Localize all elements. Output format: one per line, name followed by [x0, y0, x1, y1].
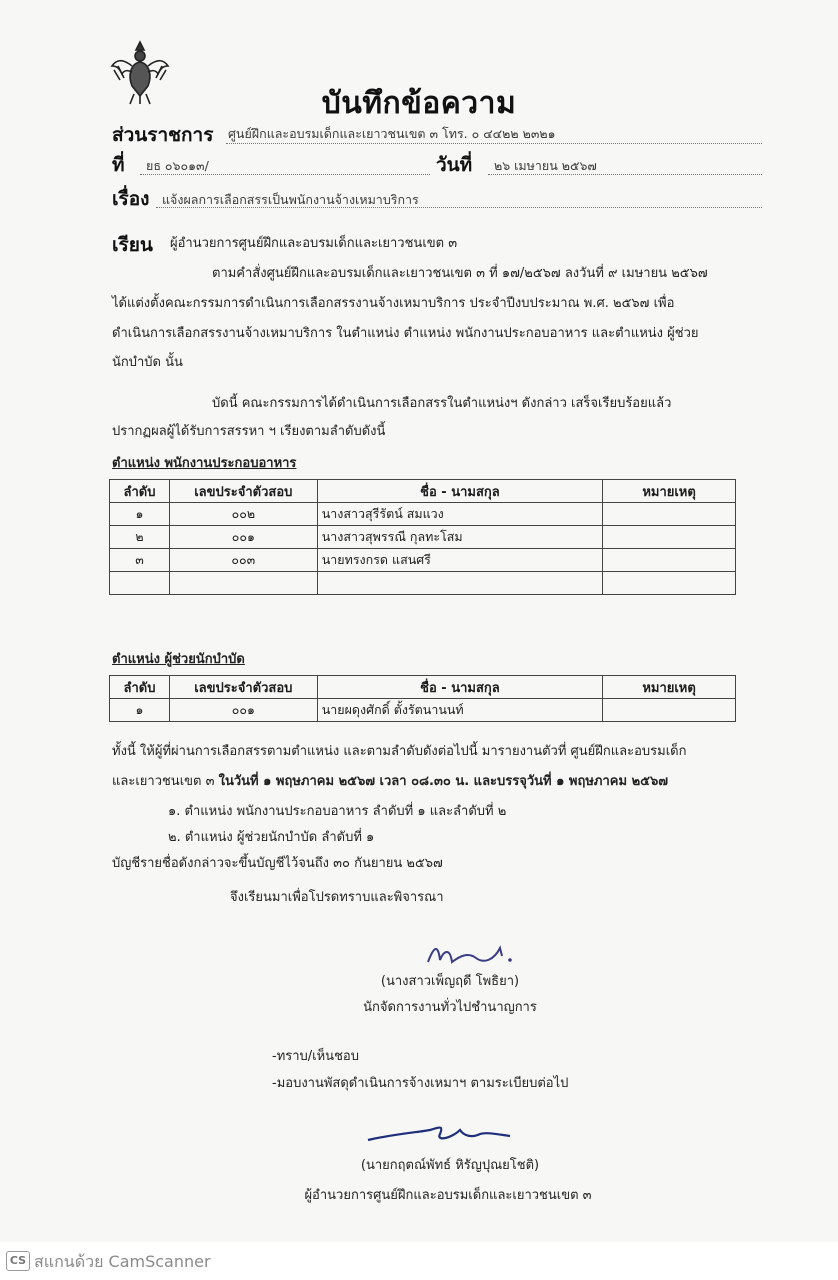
instruction-line2-bold: ในวันที่ ๑ พฤษภาคม ๒๕๖๗ เวลา ๐๘.๓๐ น. และบรรจุวันที่ ๑ พฤษภาคม ๒๕๖๗ — [218, 774, 669, 789]
to-value: ผู้อำนวยการศูนย์ฝึกและอบรมเด็กและเยาวชนเขต ๓ — [170, 236, 458, 251]
name-cell: นายผดุงศักดิ์ ตั้งรัตนานนท์ — [317, 699, 602, 722]
order-cell: ๑ — [110, 503, 170, 526]
instruction-item2: ๒. ตำแหน่ง ผู้ช่วยนักบำบัด ลำดับที่ ๑ — [168, 830, 375, 845]
signer1-name: (นางสาวเพ็ญฤดี โพธิยา) — [380, 974, 520, 989]
to-label: เรียน — [112, 234, 153, 256]
instruction-item1: ๑. ตำแหน่ง พนักงานประกอบอาหาร ลำดับที่ ๑ และลำดับที่ ๒ — [168, 804, 507, 819]
paragraph1-line3: ดำเนินการเลือกสรรงานจ้างเหมาบริการ ในตำแหน่ง ตำแหน่ง พนักงานประกอบอาหาร และตำแหน่ง ผู้ช่วย — [112, 326, 699, 341]
table1-heading: ตำแหน่ง พนักงานประกอบอาหาร — [112, 456, 297, 471]
signature-2 — [364, 1116, 514, 1150]
subject-value: แจ้งผลการเลือกสรรเป็นพนักงานจ้างเหมาบริการ — [162, 192, 419, 207]
paragraph1-line4: นักบำบัด นั้น — [112, 355, 183, 370]
remark-cell — [603, 503, 736, 526]
table-row — [110, 572, 736, 595]
paragraph2-line2: ปรากฏผลผู้ได้รับการสรรหา ฯ เรียงตามลำดับดังนี้ — [112, 424, 386, 439]
order-cell — [110, 572, 170, 595]
remark-cell — [603, 549, 736, 572]
table-row — [110, 526, 736, 549]
table1-col-name: ชื่อ - นามสกุล — [317, 480, 602, 503]
agency-dotted-line — [226, 143, 762, 144]
subject-label: เรื่อง — [112, 188, 150, 210]
date-dotted-line — [488, 174, 762, 175]
name-cell: นางสาวสุพรรณี กุลทะโสม — [317, 526, 602, 549]
table2-col-order: ลำดับ — [110, 676, 170, 699]
table2 — [109, 675, 736, 722]
table2-col-exam-id: เลขประจำตัวสอบ — [169, 676, 317, 699]
name-cell — [317, 572, 602, 595]
closing-line: จึงเรียนมาเพื่อโปรดทราบและพิจารณา — [230, 890, 444, 905]
name-cell: นางสาวสุรีรัตน์ สมแวง — [317, 503, 602, 526]
paragraph1-line2: ได้แต่งตั้งคณะกรรมการดำเนินการเลือกสรรงานจ้างเหมาบริการ ประจำปีงบประมาณ พ.ศ. ๒๕๖๗ เพื่อ — [112, 296, 675, 311]
camscanner-footer — [0, 1242, 838, 1280]
signer2-title: ผู้อำนวยการศูนย์ฝึกและอบรมเด็กและเยาวชนเขต ๓ — [304, 1188, 592, 1203]
paragraph2-line1: บัดนี้ คณะกรรมการได้ดำเนินการเลือกสรรในตำแหน่งฯ ดังกล่าว เสร็จเรียบร้อยแล้ว — [212, 396, 672, 411]
approval-line1: -ทราบ/เห็นชอบ — [272, 1049, 359, 1064]
date-value: ๒๖ เมษายน ๒๕๖๗ — [494, 158, 597, 173]
table-row — [110, 503, 736, 526]
paragraph1-line1: ตามคำสั่งศูนย์ฝึกและอบรมเด็กและเยาวชนเขต ๓ ที่ ๑๗/๒๕๖๗ ลงวันที่ ๙ เมษายน ๒๕๖๗ — [212, 266, 708, 281]
approval-line2: -มอบงานพัสดุดำเนินการจ้างเหมาฯ ตามระเบียบต่อไป — [272, 1076, 569, 1091]
table-row — [110, 549, 736, 572]
remark-cell — [603, 526, 736, 549]
table2-header-row — [110, 676, 736, 699]
remark-cell — [603, 699, 736, 722]
exam-id-cell: ๐๐๓ — [169, 549, 317, 572]
signer1-title: นักจัดการงานทั่วไปชำนาญการ — [363, 1000, 537, 1015]
table1-col-remark: หมายเหตุ — [603, 480, 736, 503]
table1 — [109, 479, 736, 595]
exam-id-cell — [169, 572, 317, 595]
table-row — [110, 699, 736, 722]
instruction-line1: ทั้งนี้ ให้ผู้ที่ผ่านการเลือกสรรตามตำแหน่ง และตามลำดับดังต่อไปนี้ มารายงานตัวที่ ศูนย์ฝึกและอบรมเด็ก — [112, 744, 687, 759]
instruction-line2 — [112, 772, 668, 792]
instruction-list-valid: บัญชีรายชื่อดังกล่าวจะขึ้นบัญชีไว้จนถึง ๓๐ กันยายน ๒๕๖๗ — [112, 856, 443, 871]
table2-heading: ตำแหน่ง ผู้ช่วยนักบำบัด — [112, 652, 245, 667]
exam-id-cell: ๐๐๒ — [169, 503, 317, 526]
camscanner-text: สแกนด้วย CamScanner — [34, 1252, 211, 1271]
table2-col-name: ชื่อ - นามสกุล — [317, 676, 602, 699]
name-cell: นายทรงกรด แสนศรี — [317, 549, 602, 572]
order-cell: ๒ — [110, 526, 170, 549]
order-cell: ๑ — [110, 699, 170, 722]
subject-dotted-line — [156, 207, 762, 208]
agency-label: ส่วนราชการ — [112, 124, 214, 146]
order-cell: ๓ — [110, 549, 170, 572]
table1-col-exam-id: เลขประจำตัวสอบ — [169, 480, 317, 503]
exam-id-cell: ๐๐๑ — [169, 526, 317, 549]
camscanner-logo: CS — [6, 1251, 30, 1271]
exam-id-cell: ๐๐๑ — [169, 699, 317, 722]
memo-title: บันทึกข้อความ — [321, 86, 517, 121]
table1-col-order: ลำดับ — [110, 480, 170, 503]
agency-value: ศูนย์ฝึกและอบรมเด็กและเยาวชนเขต ๓ โทร. ๐ ๔๔๒๒ ๒๓๒๑ — [228, 126, 556, 141]
signer2-name: (นายกฤตณ์พัทธ์ หิรัญปุณยโชติ) — [360, 1158, 540, 1173]
ref-value: ยธ ๐๖๐๑๓/ — [146, 158, 209, 173]
ref-label: ที่ — [112, 154, 125, 176]
instruction-line2-plain: และเยาวชนเขต ๓ — [112, 774, 219, 789]
ref-dotted-line — [140, 174, 430, 175]
remark-cell — [603, 572, 736, 595]
signature-1 — [424, 936, 520, 972]
table1-header-row — [110, 480, 736, 503]
table2-col-remark: หมายเหตุ — [603, 676, 736, 699]
date-label: วันที่ — [436, 154, 473, 176]
